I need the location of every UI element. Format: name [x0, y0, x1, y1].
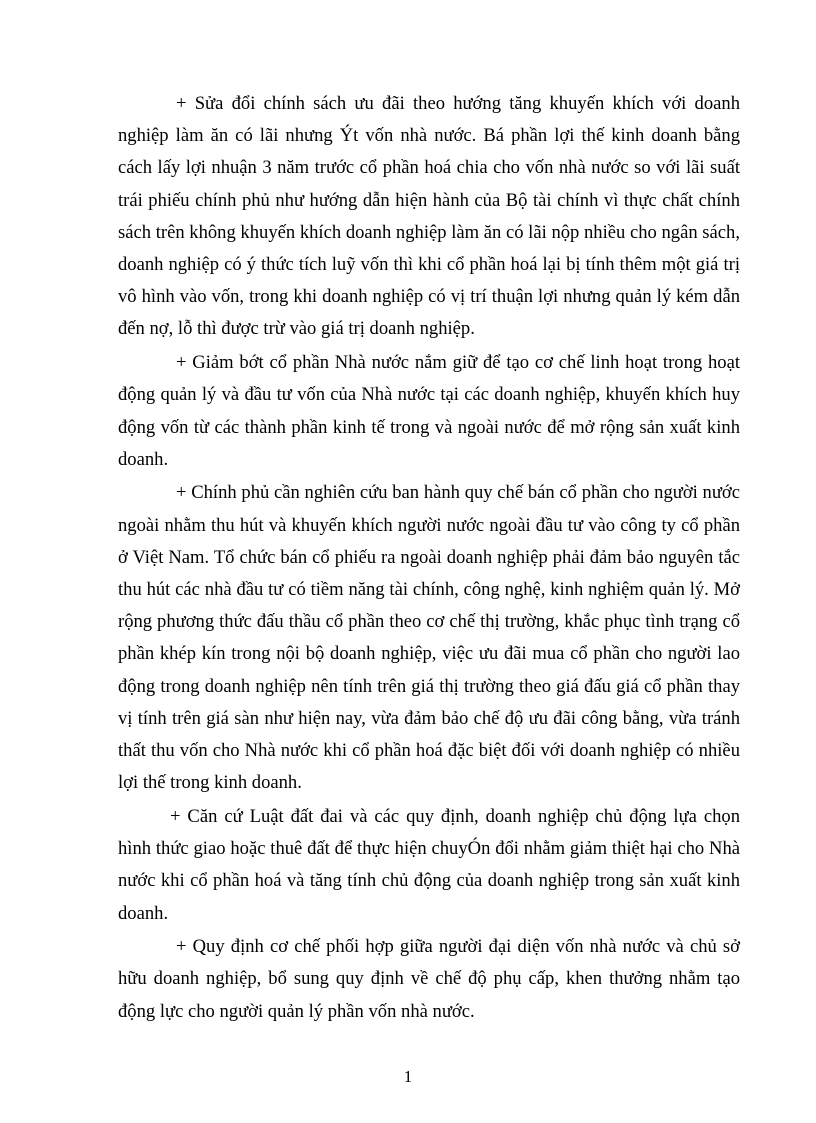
paragraph-land-law: + Căn cứ Luật đất đai và các quy định, doanh nghiệp chủ động lựa chọn hình thức giao hoặc thuê đất để thực hiện chuyÓn đổi nhằm giảm thiệt hại cho Nhà nước khi cổ phần hoá và tăng tính chủ động của doanh nghiệp trong sản xuất kinh doanh.: [118, 805, 740, 924]
body-text: [118, 88, 740, 1029]
paragraph-reduce-state-shares: + Giảm bớt cổ phần Nhà nước nắm giữ để tạo cơ chế linh hoạt trong hoạt động quản lý và đầu tư vốn của Nhà nước tại các doanh nghiệp, khuyến khích huy động vốn từ các thành phần kinh tế trong và ngoài nước để mở rộng sản xuất kinh doanh.: [118, 352, 740, 470]
paragraph-preferential-policy: + Sửa đổi chính sách ưu đãi theo hướng tăng khuyến khích với doanh nghiệp làm ăn có lãi nhưng Ýt vốn nhà nước. Bá phần lợi thế kinh doanh bằng cách lấy lợi nhuận 3 năm trước cổ phần hoá chia cho vốn nhà nước so với lãi suất trái phiếu chính phủ như hướng dẫn hiện hành của Bộ tài chính vì thực chất chính sách trên không khuyến khích doanh nghiệp làm ăn có lãi nộp nhiều cho ngân sách, doanh nghiệp có ý thức tích luỹ vốn thì khi cổ phần hoá lại bị tính thêm một giá trị vô hình vào vốn, trong khi doanh nghiệp có vị trí thuận lợi nhưng quản lý kém dẫn đến nợ, lỗ thì được trừ vào giá trị doanh nghiệp.: [118, 93, 740, 340]
paragraph-foreign-investors: + Chính phủ cần nghiên cứu ban hành quy chế bán cổ phần cho người nước ngoài nhằm thu hút và khuyến khích người nước ngoài đầu tư vào công ty cổ phần ở Việt Nam. Tổ chức bán cổ phiếu ra ngoài doanh nghiệp phải đảm bảo nguyên tắc thu hút các nhà đầu tư có tiềm năng tài chính, công nghệ, kinh nghiệm quản lý. Mở rộng phương thức đấu thầu cổ phần theo cơ chế thị trường, khắc phục tình trạng cổ phần khép kín trong nội bộ doanh nghiệp, việc ưu đãi mua cổ phần cho người lao động trong doanh nghiệp nên tính trên giá thị trường theo giá đấu giá cổ phần thay vị tính trên giá sàn như hiện nay, vừa đảm bảo chế độ ưu đãi công bằng, vừa tránh thất thu vốn cho Nhà nước khi cổ phần hoá đặc biệt đối với doanh nghiệp có nhiều lợi thế trong kinh doanh.: [118, 482, 740, 794]
page-number: 1: [403, 1067, 413, 1086]
paragraph-coordination-mechanism: + Quy định cơ chế phối hợp giữa người đại diện vốn nhà nước và chủ sở hữu doanh nghiệp, bổ sung quy định về chế độ phụ cấp, khen thưởng nhằm tạo động lực cho người quản lý phần vốn nhà nước.: [118, 936, 740, 1022]
